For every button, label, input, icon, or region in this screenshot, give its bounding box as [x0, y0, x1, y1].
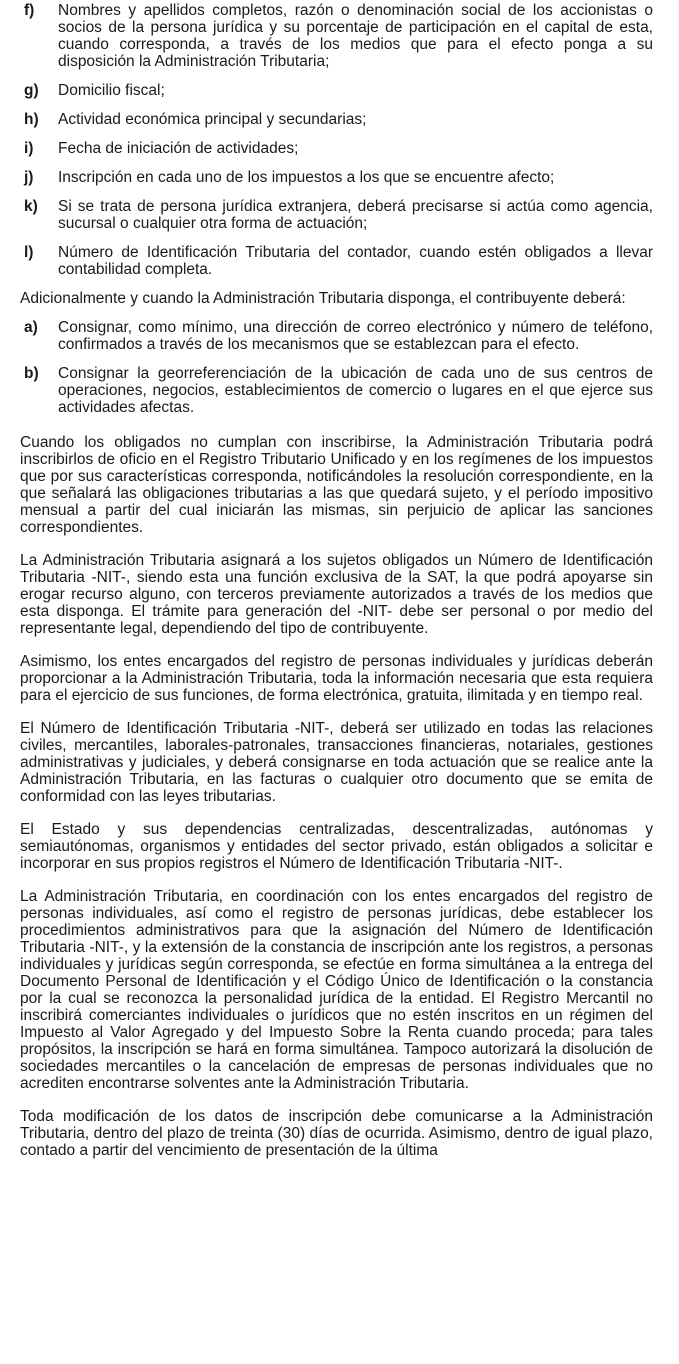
- paragraph-inscripcion-de-oficio: Cuando los obligados no cumplan con inscribirse, la Administración Tributaria podrá inscribirlos de oficio en el Registro Tributario Unificado y en los regímenes de los impuestos que por sus características corresponda, notificándoles la resolución correspondiente, en la que señalará las obligaciones tributarias a las que quedará sujeto, y el período impositivo mensual a partir del cual iniciarán las mismas, sin perjuicio de aplicar las sanciones correspondientes.: [20, 434, 653, 536]
- list-item-text: Consignar, como mínimo, una dirección de correo electrónico y número de teléfono, confirmados a través de los mecanismos que se establezcan para el efecto.: [58, 319, 653, 353]
- list-items-f-to-l: [20, 0, 653, 278]
- list-item-a: [24, 319, 653, 353]
- list-item-letter: i): [24, 140, 34, 157]
- paragraph-modificacion-datos: Toda modificación de los datos de inscripción debe comunicarse a la Administración Tributaria, dentro del plazo de treinta (30) días de ocurrida. Asimismo, dentro de igual plazo, contado a partir del vencimiento de presentación de la última: [20, 1108, 653, 1159]
- list-item-text: Actividad económica principal y secundarias;: [58, 111, 367, 128]
- paragraph-entes-registro: Asimismo, los entes encargados del registro de personas individuales y jurídicas deberán proporcionar a la Administración Tributaria, toda la información necesaria que esta requiera para el ejercicio de sus funciones, de forma electrónica, gratuita, ilimitada y en tiempo real.: [20, 653, 653, 704]
- list-item-letter: f): [24, 2, 35, 19]
- paragraph-estado-dependencias: El Estado y sus dependencias centralizadas, descentralizadas, autónomas y semiautónomas, organismos y entidades del sector privado, están obligados a solicitar e incorporar en sus propios registros el Número de Identificación Tributaria -NIT-.: [20, 821, 653, 872]
- paragraph-uso-nit: El Número de Identificación Tributaria -NIT-, deberá ser utilizado en todas las relaciones civiles, mercantiles, laborales-patronales, transacciones financieras, notariales, gestiones administrativas y judiciales, y deberá consignarse en toda actuación que se realice ante la Administración Tributaria, en las facturas o cualquier otro documento que se emita de conformidad con las leyes tributarias.: [20, 720, 653, 805]
- paragraph-asignacion-nit: La Administración Tributaria asignará a los sujetos obligados un Número de Identificación Tributaria -NIT-, siendo esta una función exclusiva de la SAT, la que podrá apoyarse sin erogar recurso alguno, con terceros previamente autorizados a través de los medios que esta disponga. El trámite para generación del -NIT- debe ser personal o por medio del representante legal, dependiendo del tipo de contribuyente.: [20, 552, 653, 637]
- list-items-a-to-b: [20, 319, 653, 416]
- list-item-text: Nombres y apellidos completos, razón o denominación social de los accionistas o socios de la persona jurídica y su porcentaje de participación en el capital de esta, cuando corresponda, a través de los medios que para el efecto ponga a su disposición la Administración Tributaria;: [58, 2, 653, 70]
- list-item-b: [24, 365, 653, 416]
- list-item-letter: l): [24, 244, 34, 261]
- list-item-h: [24, 111, 653, 128]
- list-item-letter: h): [24, 111, 39, 128]
- list-item-letter: a): [24, 319, 38, 336]
- list-item-text: Número de Identificación Tributaria del contador, cuando estén obligados a llevar contabilidad completa.: [58, 244, 653, 278]
- list-item-text: Consignar la georreferenciación de la ubicación de cada uno de sus centros de operaciones, negocios, establecimientos de comercio o lugares en el que ejerce sus actividades afectas.: [58, 365, 653, 416]
- list-item-letter: g): [24, 82, 39, 99]
- list-item-i: [24, 140, 653, 157]
- paragraph-coordinacion-registros: La Administración Tributaria, en coordinación con los entes encargados del registro de personas individuales, así como el registro de personas jurídicas, debe establecer los procedimientos administrativos para que la asignación del Número de Identificación Tributaria -NIT-, y la extensión de la constancia de inscripción ante los registros, a personas individuales y jurídicas según corresponda, se efectúe en forma simultánea a la entrega del Documento Personal de Identificación y el Código Único de Identificación o la constancia por la cual se reconozca la personalidad jurídica de la entidad. El Registro Mercantil no inscribirá comerciantes individuales o jurídicos que no estén inscritos en un régimen del Impuesto al Valor Agregado y del Impuesto Sobre la Renta cuando proceda; para tales propósitos, la inscripción se hará en forma simultánea. Tampoco autorizará la disolución de sociedades mercantiles o la cancelación de empresas de personas individuales que no acrediten encontrarse solventes ante la Administración Tributaria.: [20, 888, 653, 1092]
- list-item-k: [24, 198, 653, 232]
- list-item-text: Si se trata de persona jurídica extranjera, deberá precisarse si actúa como agencia, sucursal o cualquier otra forma de actuación;: [58, 198, 653, 232]
- list-item-text: Inscripción en cada uno de los impuestos a los que se encuentre afecto;: [58, 169, 555, 186]
- list-item-j: [24, 169, 653, 186]
- list-item-text: Domicilio fiscal;: [58, 82, 165, 99]
- list-item-letter: k): [24, 198, 38, 215]
- list-item-l: [24, 244, 653, 278]
- list-item-letter: j): [24, 169, 34, 186]
- intro-paragraph: Adicionalmente y cuando la Administración Tributaria disponga, el contribuyente deberá:: [20, 290, 626, 307]
- list-item-text: Fecha de iniciación de actividades;: [58, 140, 299, 157]
- list-item-g: [24, 82, 653, 99]
- list-item-letter: b): [24, 365, 39, 382]
- list-item-f: [24, 2, 653, 70]
